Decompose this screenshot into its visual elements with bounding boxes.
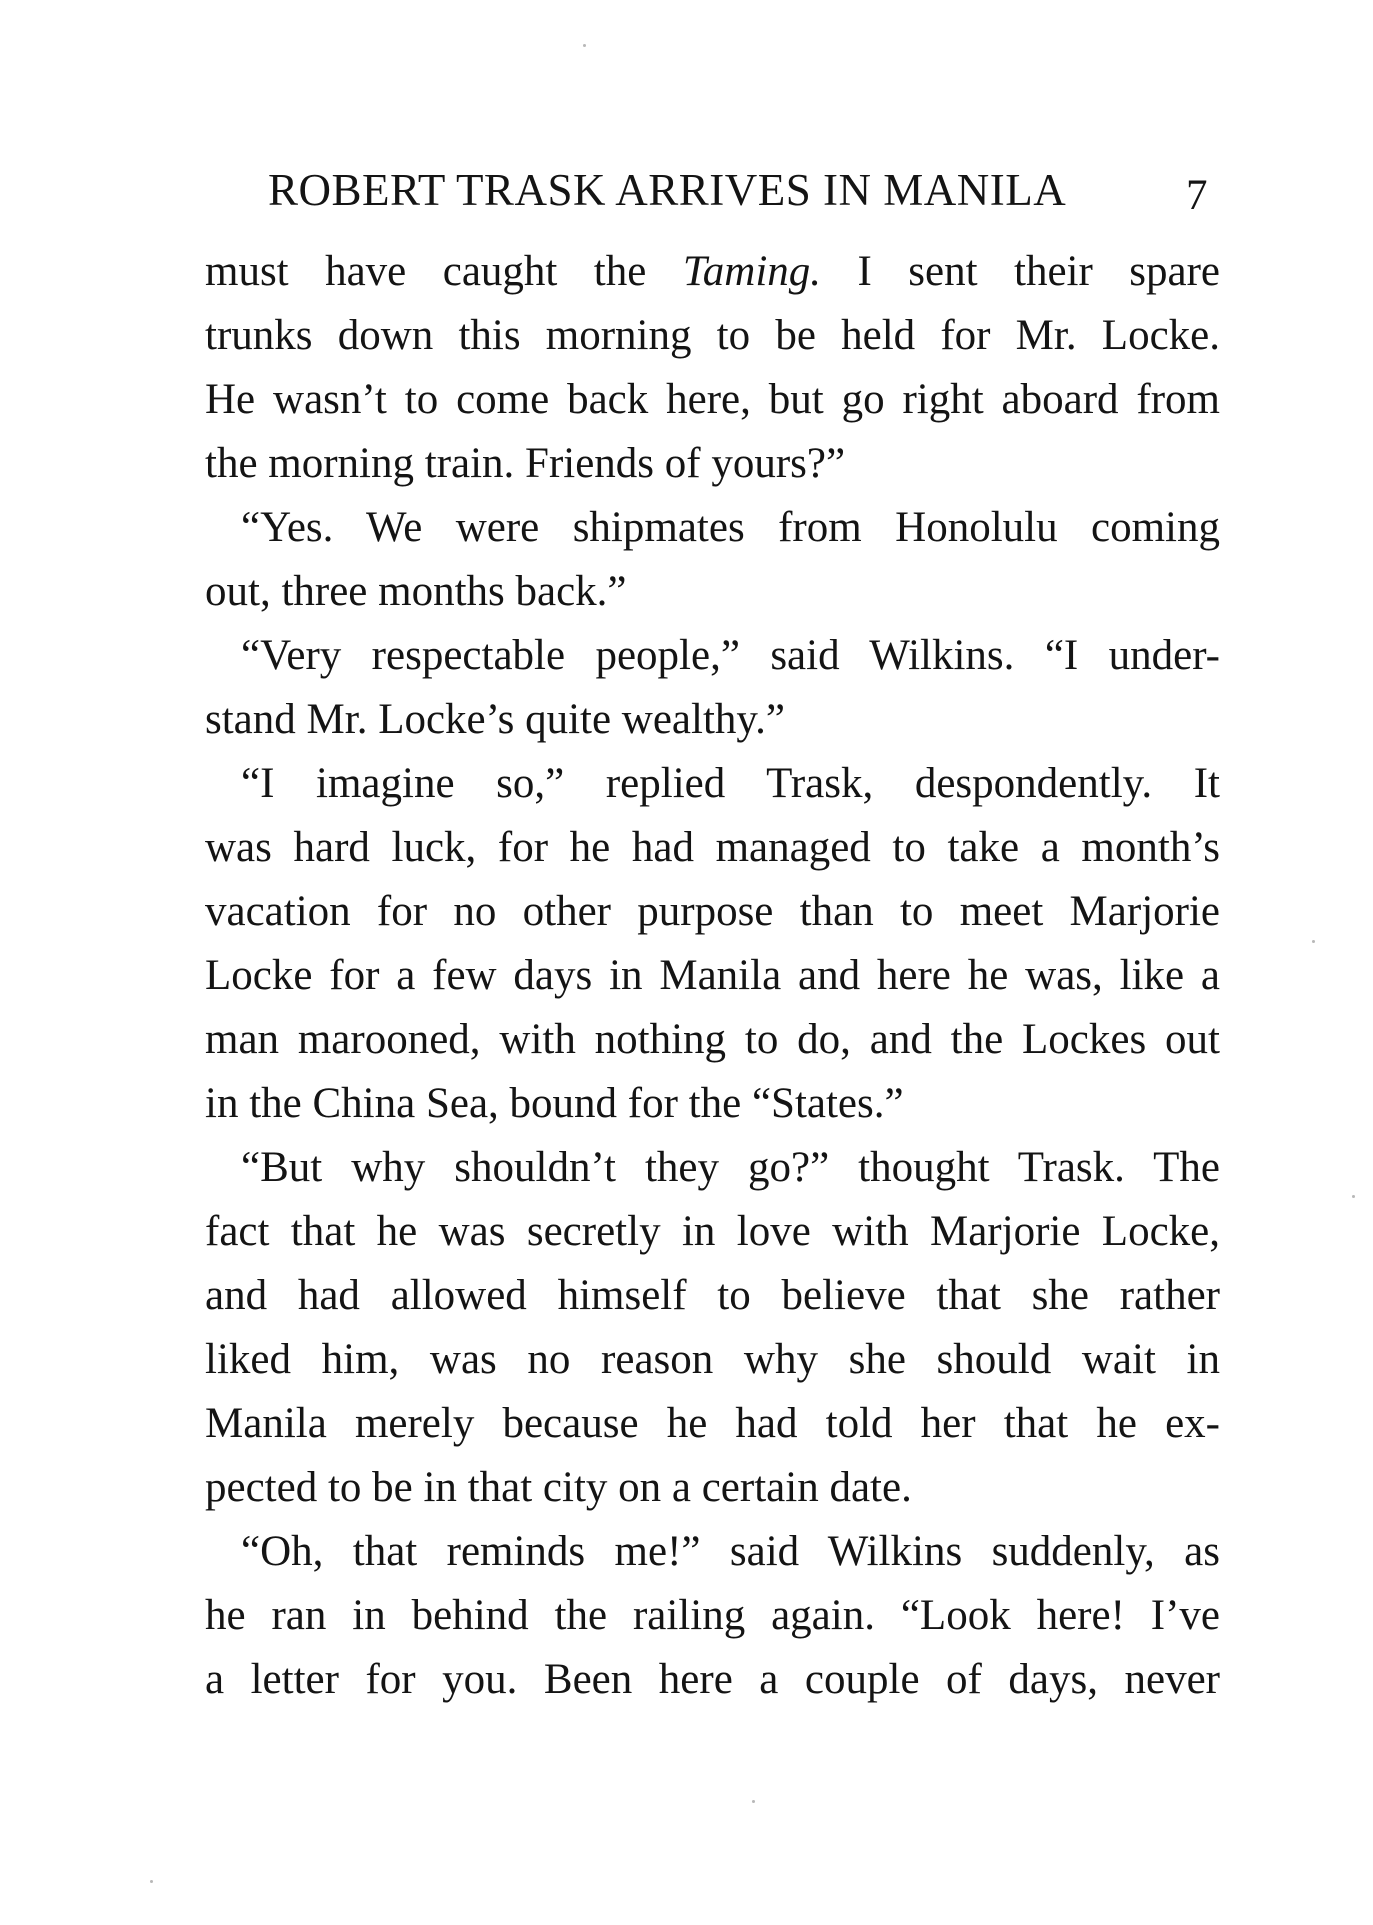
text-line: Locke for a few days in Manila and here he was, like a [205,952,1220,999]
text-line: He wasn’t to come back here, but go right aboard from [205,376,1220,423]
page-number: 7 [1186,172,1208,219]
running-head [268,160,1208,220]
text-line: pected to be in that city on a certain date. [205,1464,912,1511]
text-line: a letter for you. Been here a couple of days, never [205,1656,1220,1703]
text-line: “But why shouldn’t they go?” thought Trask. The [241,1144,1220,1191]
text-line: “Yes. We were shipmates from Honolulu coming [241,504,1220,551]
text-line: the morning train. Friends of yours?” [205,440,846,487]
text-line: fact that he was secretly in love with Marjorie Locke, [205,1208,1220,1255]
scan-speck [150,1880,153,1883]
text-line: Manila merely because he had told her that he ex- [205,1400,1220,1447]
text-line: liked him, was no reason why she should wait in [205,1336,1220,1383]
text-line: vacation for no other purpose than to meet Marjorie [205,888,1220,935]
text-line: in the China Sea, bound for the “States.” [205,1080,904,1127]
running-title: ROBERT TRASK ARRIVES IN MANILA [268,165,1067,215]
scan-speck [752,1800,755,1803]
text-line: must have caught the Taming. I sent their spare [205,248,1220,295]
text-line: “I imagine so,” replied Trask, despondently. It [241,760,1220,807]
text-line: “Very respectable people,” said Wilkins. “I under- [241,632,1220,679]
ship-name: Taming. [682,248,822,295]
scan-speck [583,44,586,47]
text-line: he ran in behind the railing again. “Look here! I’ve [205,1592,1220,1639]
scan-speck [1352,1195,1355,1198]
text-line: was hard luck, for he had managed to take a month’s [205,824,1220,871]
text-line: trunks down this morning to be held for Mr. Locke. [205,312,1220,359]
body-text [205,240,1220,1712]
scan-speck [1312,940,1315,943]
text-line: man marooned, with nothing to do, and the Lockes out [205,1016,1220,1063]
text-line: out, three months back.” [205,568,627,615]
text-line: stand Mr. Locke’s quite wealthy.” [205,696,785,743]
text-line: “Oh, that reminds me!” said Wilkins suddenly, as [241,1528,1220,1575]
text-line: and had allowed himself to believe that she rather [205,1272,1220,1319]
